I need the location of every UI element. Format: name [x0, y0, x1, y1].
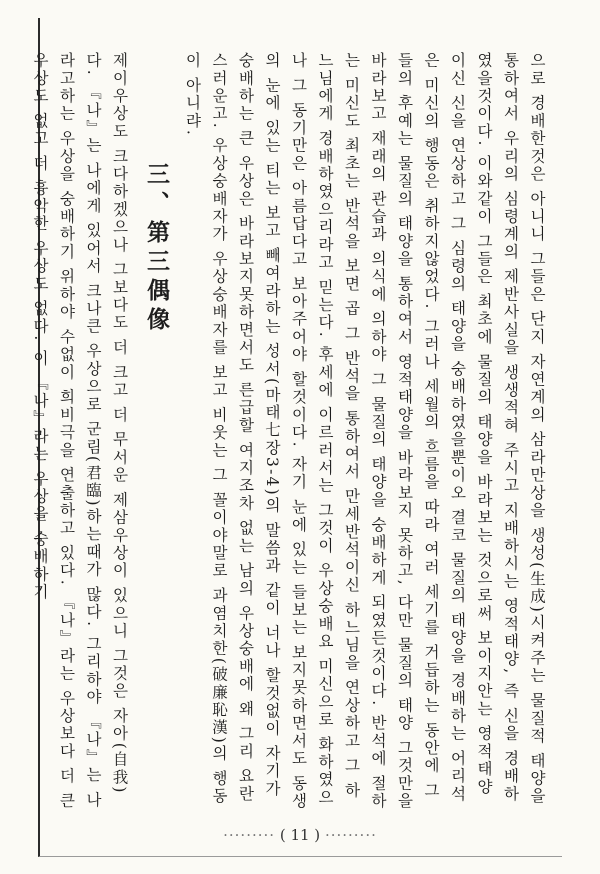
document-body: [31, 52, 550, 818]
page-number: ( 11 ): [279, 826, 321, 844]
footer-dots-right: ·········: [324, 826, 377, 844]
paragraph: 제이우상도 크다하겠으나 그보다도 더 크고 더 무서운 제삼우상이 있으니 그것은 자아(自我)다. 『나』는 나에게 있어서 크나큰 우상으로 군림(君臨)하는때가 많다. 그리하야 『나』는 나라고하는 우상을 숭배하기 위하야 수없이 희비극을 연출하고 있다. 『나』라는 우상보다 더 큰 우상도 없고 더 흉악한 우상도 없다. 이 『나』라는 우상을 숭배하기: [31, 52, 129, 818]
footer-dots-left: ·········: [223, 826, 276, 844]
section-heading: 三、第三偶像: [143, 162, 170, 336]
paragraph: 으로 경배한것은 아니니 그들은 단지 자연계의 삼라만상을 생성(生成)시켜주는 물질적 태양을 통하여서 우리의 심령계의 제반사실을 생생적혀 주시고 지배하시는 영적태양, 즉 신을 경배하였을것이다. 이와같이 그들은 최초에 물질의 태양을 바라보는 것으로써 보이지안는 영적태양이신 신을 연상하고 그 심령의 태양을 숭배하였을뿐이오 결코 물질의 태양을 경배하는 어리석은 미신의 행동은 취하지않었다. 그러나 세월의 흐름을 따라 여러 세기를 거듭하는 동안에 그들의 후예는 물질의 태양을 통하여서 영적태양을 바라보지 못하고, 다만 물질의 태양 그것만을 바라보고 재래의 관습과 의식에 의하야 그 물질의 태양을 숭배하게 되였든것이다. 반석에 절하는 미신도 최초는 반석을 보면 곱 그 반석을 통하여서 만세반석이신 하느님을 연상하고 그 하느님에게 경배하였으리라고 믿는다. 후세에 이르러서는 그것이 우상숭배요 미신으로 화하였으나 그 동기만은 아름답다고 보아주어야 할것이다. 자기 눈에 있는 들보는 보지못하면서도 동생의 눈에 있는 티는 보고 빼여라하는 성서(마태七장3-4)의 말씀과 같이 너나 할것없이 자기가 숭배하는 큰 우상은 바라보지못하면서도 른급할 여지조차 없는 남의 우상숭배에 왜 그리 요란스러운고. 우상숭배자가 우상숭배자를 보고 비웃는 그 꼴이야말로 과염치한(破廉恥漢)의 행동이 아니랴.: [183, 52, 546, 818]
page-footer: [0, 826, 600, 844]
